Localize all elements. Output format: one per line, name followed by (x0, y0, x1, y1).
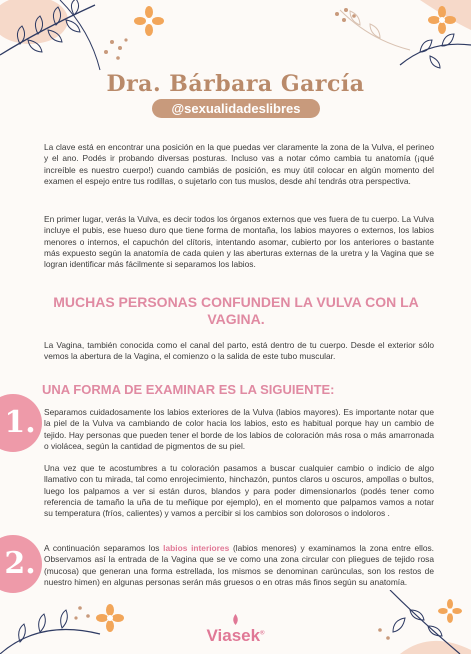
step-2-number: 2. (4, 546, 36, 581)
leaf-decoration-top-left-icon (0, 0, 150, 80)
social-handle-badge: @sexualidadeslibres (152, 99, 320, 118)
section-headline: MUCHAS PERSONAS CONFUNDEN LA VULVA CON LA VAGINA. (53, 294, 419, 327)
step-1-number: 1. (4, 405, 36, 440)
exam-subheading: UNA FORMA DE EXAMINAR ES LA SIGUIENTE: (42, 382, 335, 397)
viasek-drop-icon (231, 614, 240, 625)
viasek-logo-mark: ® (260, 630, 265, 637)
intro-paragraph-2: En primer lugar, verás la Vulva, es decir todos los órganos externos que ves fuera de tu cuerpo. La Vulva incluye el pubis, ese hueso duro que tiene forma de montaña, los labios mayores o externos, los labios menores o internos, el capuchón del clítoris, intentando asomar, cubierto por los anteriores o bastante más expuesto según la anatomía de cada quien y las aberturas externas de la uretra y la Vagina que se logran identificar más fácilmente si separamos los labios. (44, 214, 434, 270)
viasek-logo (0, 626, 471, 646)
viasek-logo-text: Viasek (206, 626, 261, 645)
step-2-text-before: A continuación separamos los (44, 543, 164, 553)
step-2-number-badge (0, 535, 42, 593)
intro-paragraph-1: La clave está en encontrar una posición en la que puedas ver claramente la zona de la Vulva, el perineo y el ano. Podés ir probando diversas posturas. Incluso vas a notar cómo cambia tu anatomía (¡qué increíble es nuestro cuerpo!) cuando cambiás de posición, es muy útil colocar en algún momento del examen el espejo entre tus rodillas, o sujetarlo con tus muslos, desde ahí tendrás otra perspectiva. (44, 142, 434, 186)
flower-top-center-icon (134, 6, 164, 36)
dots-top-right-icon (332, 6, 362, 31)
page-title: Dra. Bárbara García (106, 71, 365, 97)
vagina-paragraph: La Vagina, también conocida como el canal del parto, está dentro de tu cuerpo. Desde el exterior sólo vemos la abertura de la Vagina, el comienzo o la salida de este tubo muscular. (44, 340, 434, 362)
step-1-number-badge (0, 394, 42, 452)
step-1-text: Separamos cuidadosamente los labios exteriores de la Vulva (labios mayores). Es importante notar que la piel de la Vulva va cambiando de color hacia los labios, esto es habitual porque hay un cambio de tejido. Hay personas que pueden tener el borde de los labios de coloración más rosa o más amarronada o violácea, según la cantidad de pigmentos de su piel. (44, 407, 434, 451)
step-2-highlight: labios interiores (163, 543, 230, 553)
step-2-text-after: (labios menores) y examinamos la zona entre ellos. Observamos así la entrada de la Vagina que se ve como una zona circular con pliegues de tejido rosa (mucosa) que generan una forma estrellada, los mismos se denominan carúnculas, son los restos de nuestro himen) en algunas personas serán más gruesos o en otras más finos según su anatomía. (44, 543, 434, 587)
between-steps-paragraph: Una vez que te acostumbres a tu coloración pasamos a buscar cualquier cambio o indicio de algo llamativo con tu mirada, tal como enrojecimiento, hinchazón, puntos claros u oscuros, ampollas o bultos, luego los palpamos a ver si están duros, blandos y para poder dimensionarlos (podés tener como referencia de tamaño la uña de tu meñique por ejemplo), en el momento que palpamos vamos a notar su temperatura (fríos, calientes) y vamos a percibir si los cambios son dolorosos o indoloros . (44, 463, 434, 519)
step-2-text (44, 543, 434, 588)
